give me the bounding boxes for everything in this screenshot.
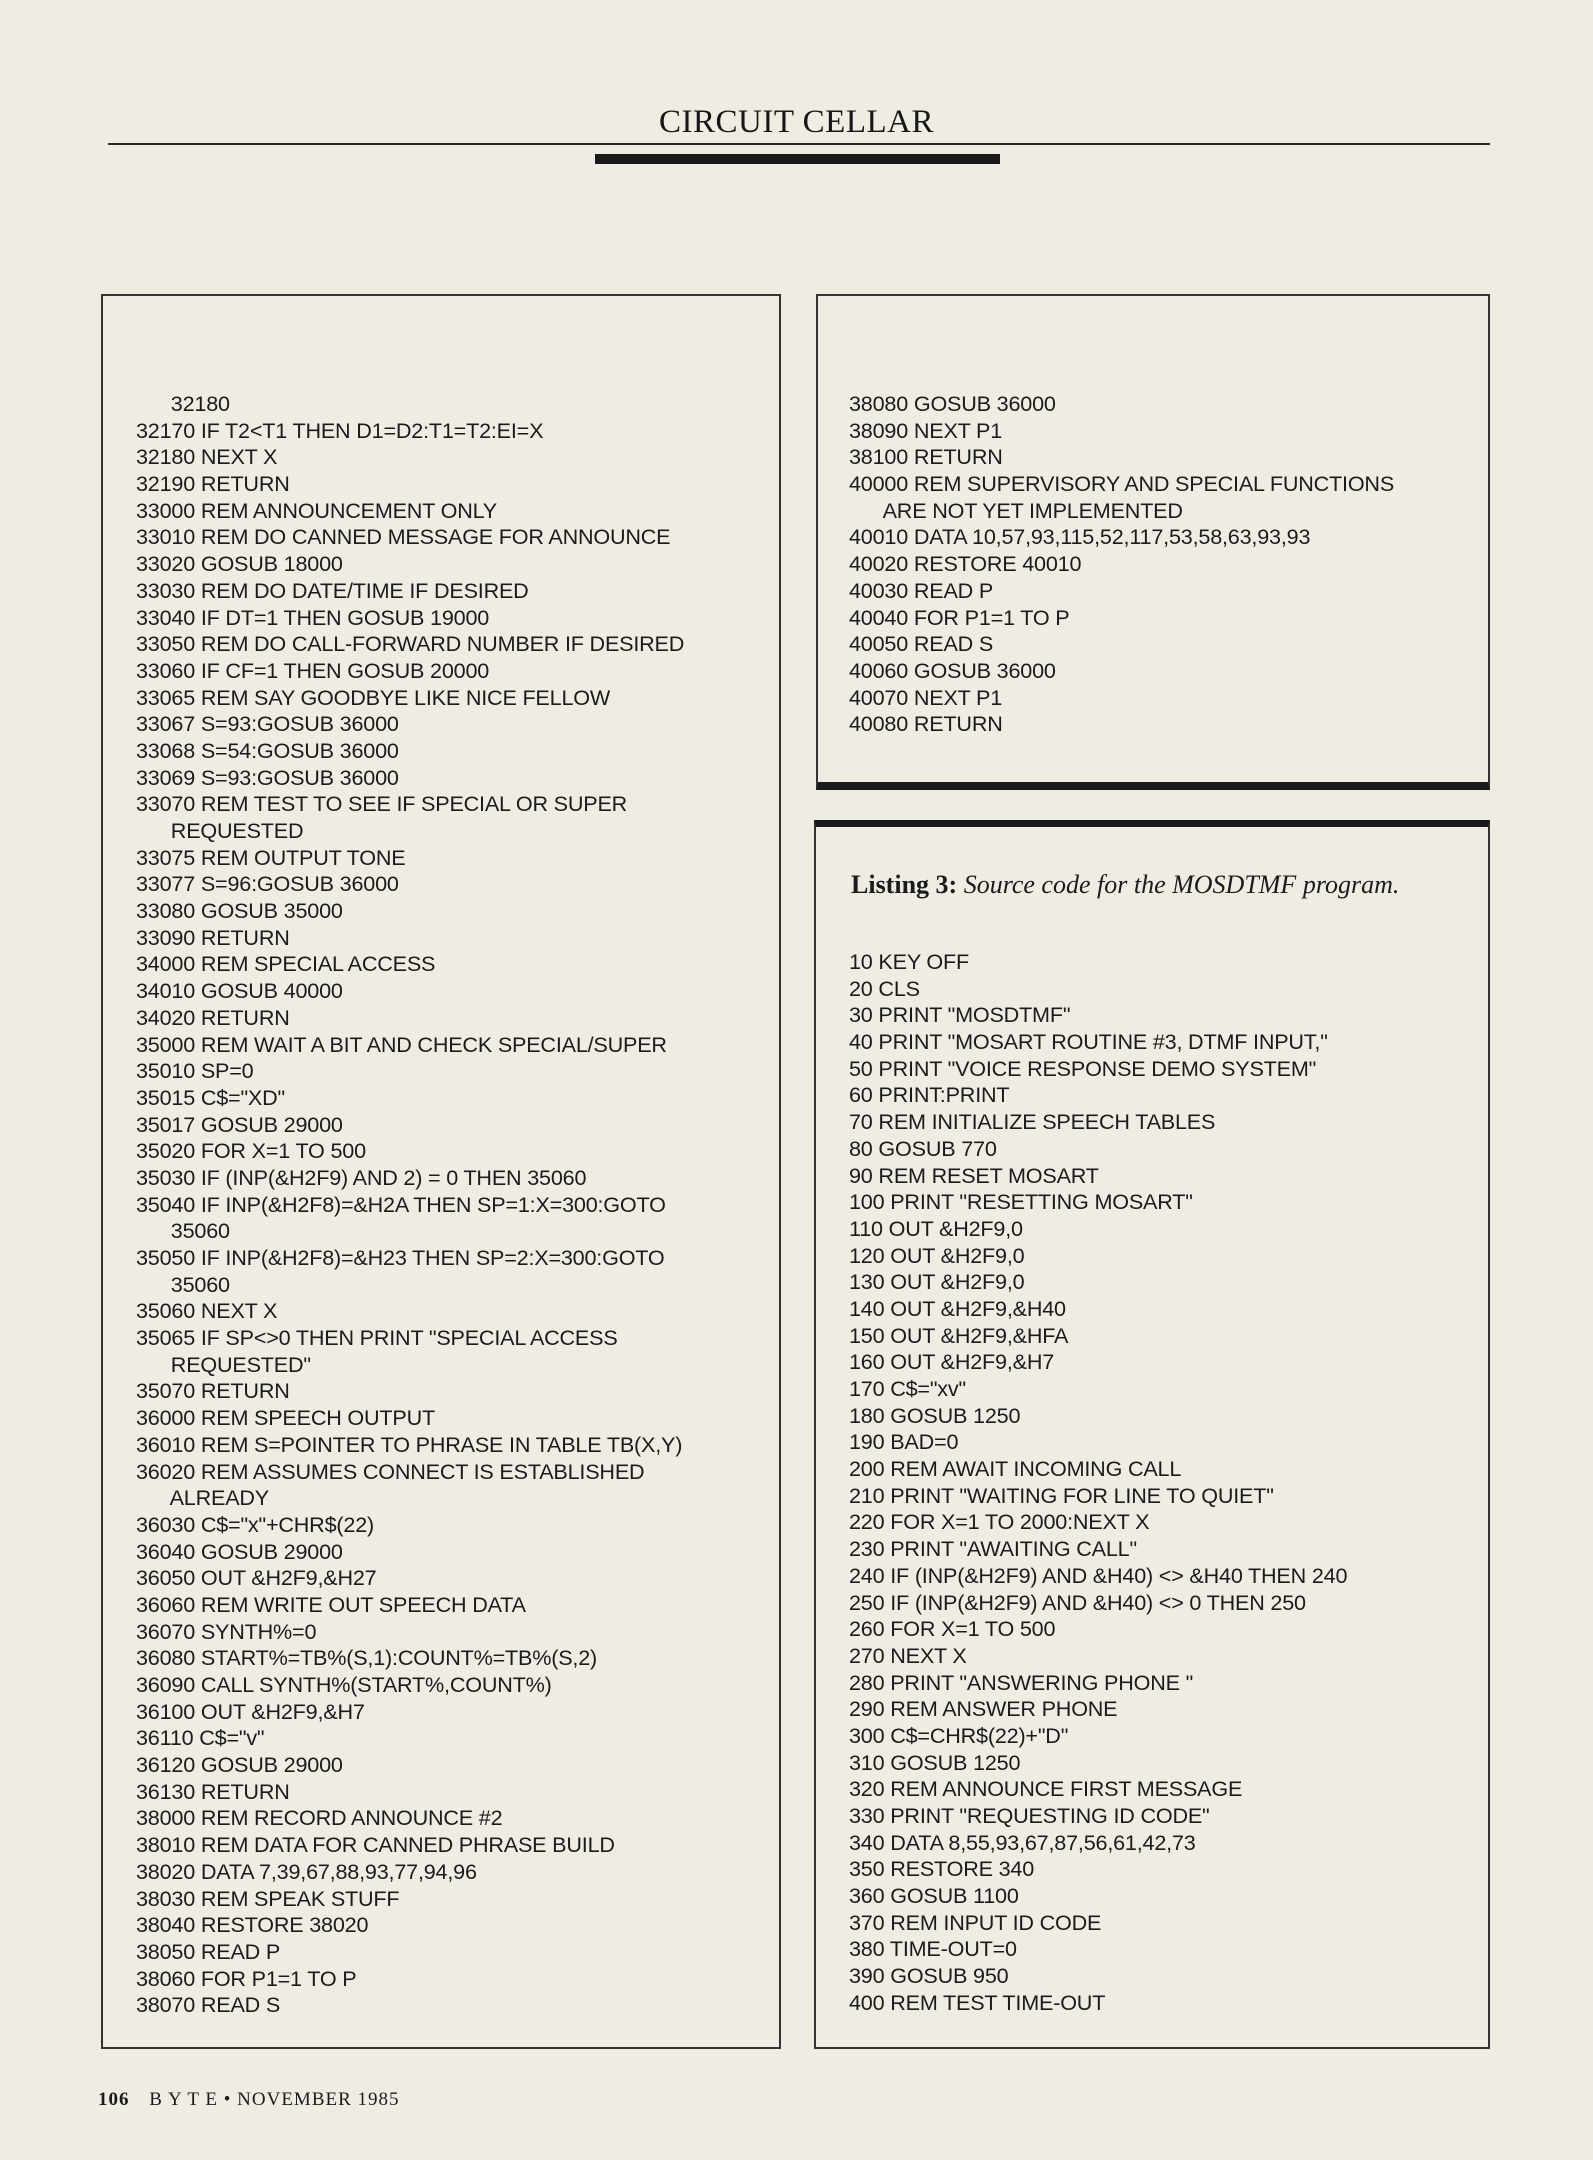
code-line: 60 PRINT:PRINT [849,1082,1010,1108]
code-line: 380 TIME-OUT=0 [849,1936,1017,1962]
code-line: 100 PRINT "RESETTING MOSART" [849,1189,1193,1215]
code-line: REQUESTED" [136,1351,311,1377]
code-line: 33090 RETURN [136,924,290,950]
code-line: 38070 READ S [136,1992,281,2018]
code-line: 36000 REM SPEECH OUTPUT [136,1405,435,1431]
listing-left-code [136,391,684,2019]
code-line: 20 CLS [849,975,920,1001]
code-line: 120 OUT &H2F9,0 [849,1242,1025,1268]
code-line: 36020 REM ASSUMES CONNECT IS ESTABLISHED [136,1458,645,1484]
code-line: 40040 FOR P1=1 TO P [849,604,1070,630]
code-line: 40060 GOSUB 36000 [849,657,1056,683]
code-line: 40050 READ S [849,631,994,657]
code-line: 290 REM ANSWER PHONE [849,1696,1118,1722]
code-line: 40020 RESTORE 40010 [849,551,1082,577]
code-line: 33050 REM DO CALL-FORWARD NUMBER IF DESIRED [136,631,685,657]
code-line: 320 REM ANNOUNCE FIRST MESSAGE [849,1776,1243,1802]
code-line: 38010 REM DATA FOR CANNED PHRASE BUILD [136,1832,615,1858]
code-line: 400 REM TEST TIME-OUT [849,1989,1106,2015]
code-line: 32180 NEXT X [136,444,278,470]
code-line: 33040 IF DT=1 THEN GOSUB 19000 [136,604,490,630]
code-line: 260 FOR X=1 TO 500 [849,1616,1056,1642]
code-line: 35040 IF INP(&H2F8)=&H2A THEN SP=1:X=300:GOTO [136,1191,666,1217]
page-number: 106 [98,2089,130,2110]
page-header: CIRCUIT CELLAR [659,104,934,140]
code-line: 36120 GOSUB 29000 [136,1752,343,1778]
code-line: 90 REM RESET MOSART [849,1162,1099,1188]
code-line: 38020 DATA 7,39,67,88,93,77,94,96 [136,1858,477,1884]
code-line: 210 PRINT "WAITING FOR LINE TO QUIET" [849,1482,1274,1508]
publication-line: B Y T E • NOVEMBER 1985 [149,2089,400,2110]
code-line: 370 REM INPUT ID CODE [849,1909,1102,1935]
code-line: 38090 NEXT P1 [849,417,1003,443]
code-line: 30 PRINT "MOSDTMF" [849,1002,1071,1028]
code-line: 35050 IF INP(&H2F8)=&H23 THEN SP=2:X=300:GOTO [136,1245,665,1270]
code-line: 360 GOSUB 1100 [849,1883,1019,1909]
code-line: 180 GOSUB 1250 [849,1402,1021,1428]
code-line: 32190 RETURN [136,471,290,497]
code-line: 36130 RETURN [136,1778,290,1804]
code-line: 33069 S=93:GOSUB 36000 [136,764,399,790]
code-line: 33077 S=96:GOSUB 36000 [136,871,399,897]
code-line: ARE NOT YET IMPLEMENTED [849,497,1183,523]
code-line: 40070 NEXT P1 [849,684,1003,710]
code-line: 38050 READ P [136,1938,281,1964]
code-line: 33080 GOSUB 35000 [136,898,343,924]
code-line: 33030 REM DO DATE/TIME IF DESIRED [136,577,529,603]
code-line: 35000 REM WAIT A BIT AND CHECK SPECIAL/SUPER [136,1031,667,1057]
code-line: 40010 DATA 10,57,93,115,52,117,53,58,63,93,93 [849,524,1311,550]
code-line: 38040 RESTORE 38020 [136,1912,369,1938]
code-line: 35010 SP=0 [136,1058,254,1084]
code-line: 33070 REM TEST TO SEE IF SPECIAL OR SUPER [136,791,628,817]
code-line: 36110 C$="v" [136,1725,265,1751]
header-rule [108,143,1490,145]
code-line: 34020 RETURN [136,1004,290,1030]
code-line: 35017 GOSUB 29000 [136,1111,343,1137]
code-line: 310 GOSUB 1250 [849,1749,1021,1775]
code-line: 160 OUT &H2F9,&H7 [849,1349,1055,1375]
code-line: 350 RESTORE 340 [849,1856,1035,1882]
code-line: 33010 REM DO CANNED MESSAGE FOR ANNOUNCE [136,524,671,550]
code-line: 40030 READ P [849,577,994,603]
code-line: 35060 [136,1218,230,1244]
code-line: 280 PRINT "ANSWERING PHONE " [849,1669,1194,1695]
code-line: 130 OUT &H2F9,0 [849,1269,1025,1295]
code-line: 170 C$="xv" [849,1376,966,1401]
code-line: 250 IF (INP(&H2F9) AND &H40) <> 0 THEN 250 [849,1589,1306,1615]
code-line: 40000 REM SUPERVISORY AND SPECIAL FUNCTIONS [849,471,1395,497]
code-line: 40 PRINT "MOSART ROUTINE #3, DTMF INPUT," [849,1029,1328,1055]
code-line: 220 FOR X=1 TO 2000:NEXT X [849,1509,1150,1535]
code-line: 35070 RETURN [136,1378,290,1404]
code-line: 36100 OUT &H2F9,&H7 [136,1698,365,1724]
code-line: 70 REM INITIALIZE SPEECH TABLES [849,1109,1216,1135]
code-line: 33075 REM OUTPUT TONE [136,844,406,870]
page-footer [98,2089,400,2111]
code-line: 35030 IF (INP(&H2F9) AND 2) = 0 THEN 35060 [136,1164,587,1190]
code-line: 38000 REM RECORD ANNOUNCE #2 [136,1805,503,1831]
listing3-caption [851,870,1399,900]
code-line: 32180 [136,391,230,416]
code-line: 35020 FOR X=1 TO 500 [136,1138,366,1164]
code-line: 36010 REM S=POINTER TO PHRASE IN TABLE TB(X,Y) [136,1431,683,1457]
code-line: REQUESTED [136,818,304,843]
code-line: 240 IF (INP(&H2F9) AND &H40) <> &H40 THEN 240 [849,1562,1348,1588]
code-line: 40080 RETURN [849,711,1003,737]
code-line: 190 BAD=0 [849,1429,959,1455]
code-line: 35060 NEXT X [136,1298,278,1324]
code-line: 36070 SYNTH%=0 [136,1618,317,1644]
listing3-caption-label: Listing 3: [851,870,958,899]
code-line: 33060 IF CF=1 THEN GOSUB 20000 [136,657,490,683]
code-line: 33020 GOSUB 18000 [136,551,343,577]
code-line: 36030 C$="x"+CHR$(22) [136,1511,374,1537]
code-line: 340 DATA 8,55,93,67,87,56,61,42,73 [849,1829,1196,1855]
code-line: 33068 S=54:GOSUB 36000 [136,737,399,763]
code-line: 35065 IF SP<>0 THEN PRINT "SPECIAL ACCESS [136,1325,618,1351]
code-line: 38100 RETURN [849,444,1003,470]
code-line: 80 GOSUB 770 [849,1135,997,1161]
code-line: 50 PRINT "VOICE RESPONSE DEMO SYSTEM" [849,1055,1317,1081]
code-line: 36090 CALL SYNTH%(START%,COUNT%) [136,1672,552,1697]
code-line: 35060 [136,1271,230,1297]
listing3-code [849,949,1347,2017]
code-line: 38030 REM SPEAK STUFF [136,1885,400,1911]
code-line: 35015 C$="XD" [136,1084,285,1110]
code-line: 33067 S=93:GOSUB 36000 [136,711,399,737]
listing-right-top-code [849,391,1394,738]
code-line: 140 OUT &H2F9,&H40 [849,1295,1066,1321]
code-line: 33000 REM ANNOUNCEMENT ONLY [136,497,497,523]
code-line: 32170 IF T2<T1 THEN D1=D2:T1=T2:EI=X [136,417,544,443]
code-line: 390 GOSUB 950 [849,1963,1009,1989]
code-line: 36050 OUT &H2F9,&H27 [136,1565,377,1591]
code-line: 150 OUT &H2F9,&HFA [849,1322,1069,1348]
code-line: 38060 FOR P1=1 TO P [136,1965,357,1991]
header-accent-bar [595,154,1000,164]
code-line: 34010 GOSUB 40000 [136,978,343,1004]
code-line: 330 PRINT "REQUESTING ID CODE" [849,1803,1210,1828]
code-line: ALREADY [136,1485,270,1511]
code-line: 10 KEY OFF [849,949,970,974]
code-line: 300 C$=CHR$(22)+"D" [849,1722,1069,1748]
code-line: 34000 REM SPECIAL ACCESS [136,951,436,977]
code-line: 36060 REM WRITE OUT SPEECH DATA [136,1591,526,1617]
code-line: 110 OUT &H2F9,0 [849,1215,1023,1241]
code-line: 38080 GOSUB 36000 [849,391,1056,416]
code-line: 200 REM AWAIT INCOMING CALL [849,1456,1182,1482]
code-line: 33065 REM SAY GOODBYE LIKE NICE FELLOW [136,684,611,710]
listing3-caption-text: Source code for the MOSDTMF program. [963,870,1400,899]
code-line: 270 NEXT X [849,1642,967,1668]
code-line: 36080 START%=TB%(S,1):COUNT%=TB%(S,2) [136,1645,597,1671]
code-line: 36040 GOSUB 29000 [136,1538,343,1564]
code-line: 230 PRINT "AWAITING CALL" [849,1536,1137,1562]
